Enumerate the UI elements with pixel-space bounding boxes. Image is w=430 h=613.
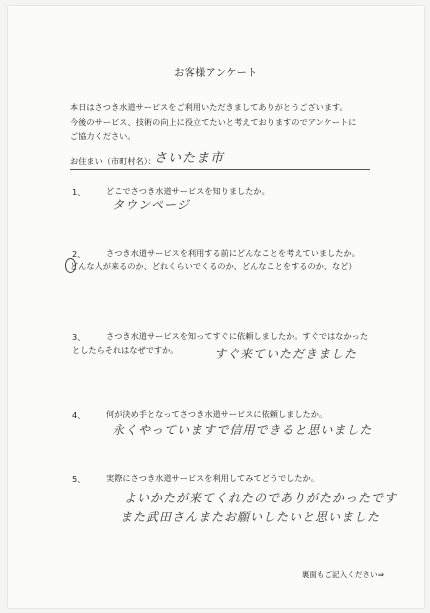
- question-3-text: [106, 329, 396, 343]
- address-answer: さいたま市: [154, 151, 225, 166]
- survey-page: [8, 6, 424, 608]
- question-5-answer-line: また武田さんまたお願いしたいと思いました: [120, 510, 381, 524]
- intro-line: 本日はさつき水道サービスをご利用いただきましてありがとうございます。: [70, 102, 348, 112]
- footer-note: 裏面もご記入ください⇒: [301, 570, 384, 579]
- page-title: お客様アンケート: [174, 68, 258, 79]
- question-2-number: 2、: [72, 249, 86, 259]
- question-3-answer: すぐ来ていただきました: [214, 347, 358, 361]
- question-2-text: さつき水道サービスを利用する前にどんなことを考えていましたか。: [106, 248, 360, 258]
- question-3-text-line: さつき水道サービスを知ってすぐに依頼しましたか。すぐではなかった: [106, 331, 369, 341]
- question-3-number: 3、: [72, 332, 86, 342]
- address-label: お住まい（市町村名）：: [70, 156, 156, 166]
- address-underline: [70, 169, 370, 170]
- intro-line: 今後のサービス、技術の向上に役立てたいと考えておりますのでアンケートに: [70, 116, 357, 127]
- question-4-number: 4、: [72, 410, 86, 420]
- question-5-number: 5、: [72, 474, 86, 484]
- intro-text: [70, 100, 390, 144]
- question-2-hint: どんな人が来るのか、どれくらいでくるのか、どんなことをするのか、など）: [70, 261, 357, 271]
- question-3-text-cont: としたらそれはなぜですか。: [72, 345, 179, 355]
- intro-line: ご協力ください。: [70, 131, 136, 141]
- question-1-text: どこでさつき水道サービスを知りましたか。: [106, 186, 270, 196]
- question-4-text: 何が決め手となってさつき水道サービスに依頼しましたか。: [106, 409, 328, 419]
- question-4-answer: 永くやっていますで信用できると思いました: [112, 423, 373, 437]
- question-5-answer-line: よいかたが来てくれたのでありがたかったです: [124, 491, 398, 505]
- question-5-text: 実際にさつき水道サービスを利用してみてどうでしたか。: [106, 473, 319, 483]
- question-1-answer: タウンページ: [112, 198, 190, 212]
- question-1-number: 1、: [72, 187, 86, 197]
